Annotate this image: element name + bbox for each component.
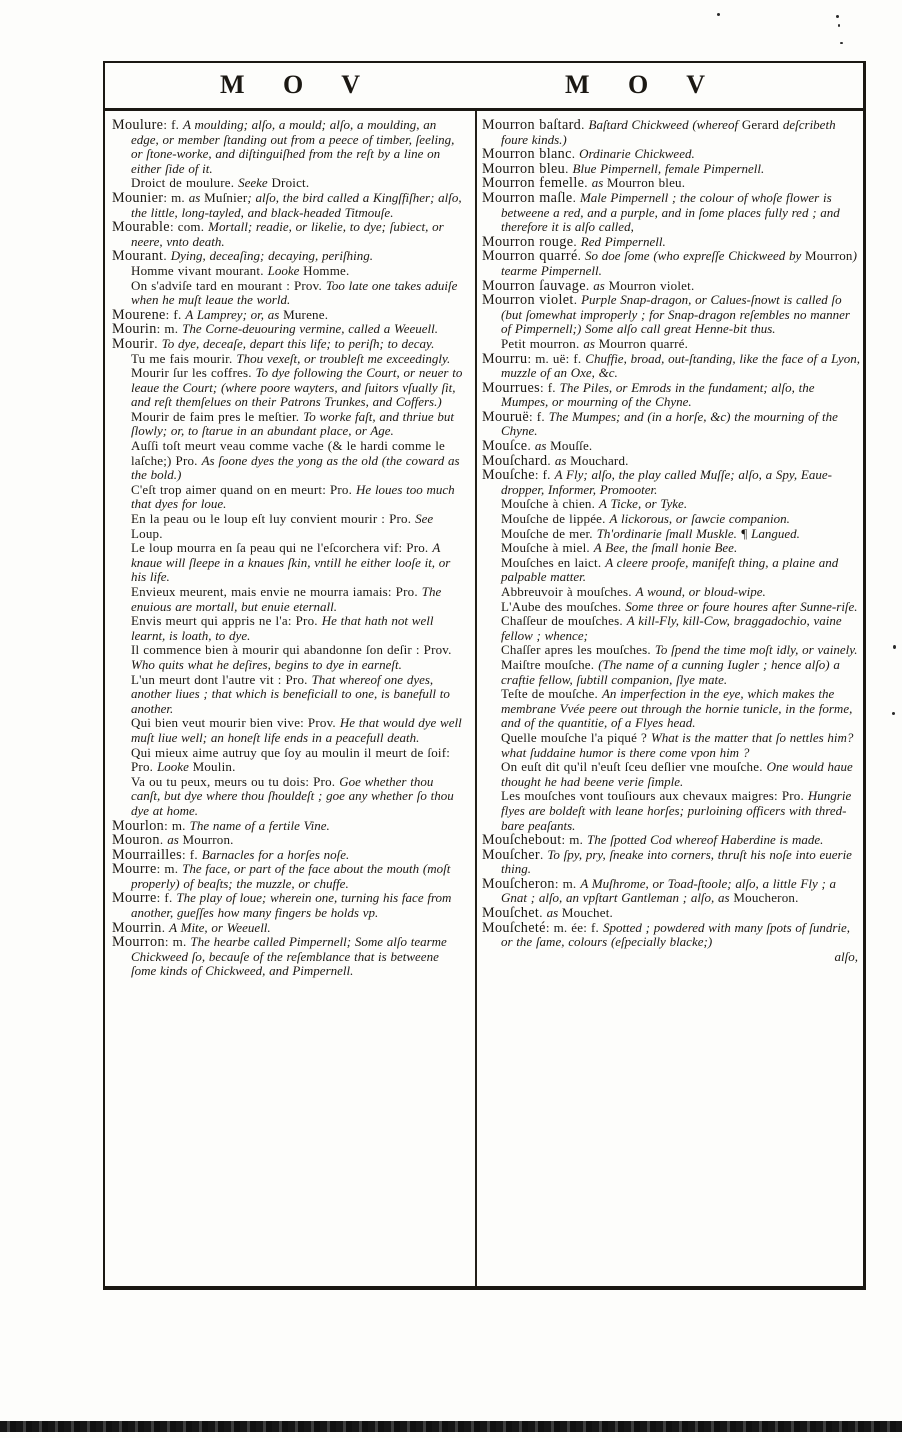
headword: Mouſcher [482,846,540,863]
headword: Mourron maſle [482,189,573,206]
gloss-text: Th'ordinarie ſmall Muskle. ¶ Langued. [596,525,800,541]
phrase-text: : f. [539,379,560,395]
phrase-text: Va ou tu peux, meurs ou tu dois: Pro. [131,773,340,789]
headword: Mourron blanc [482,146,572,163]
dictionary-entry [482,833,862,848]
phrase-text: : f. [156,890,177,906]
phrase-text: . [581,118,589,132]
dictionary-entry [112,337,464,352]
phrase-text: : m. ée: f. [545,919,603,935]
phrase-text: Mourron bleu. [607,175,686,191]
phrase-text: . [573,292,582,308]
phrase-text: Maiſtre mouſche. [501,656,599,672]
gloss-text: Barnacles for a horſes noſe. [201,846,350,862]
gloss-text: Spotted ; powdered with many ſpots of ſundrie, or the ſame, colours (eſpecially blacke;) [501,919,851,950]
dictionary-entry [482,877,862,906]
dictionary-entry [482,921,862,950]
phrase-text: : m. [163,189,189,205]
dictionary-entry [482,352,862,381]
dictionary-entry [482,468,862,497]
dictionary-entry [482,454,862,469]
gloss-text: A cleere proofe, manifeſt thing, a plaine and palpable matter. [501,554,839,585]
phrase-text: L'un meurt dont l'autre vit : Pro. [131,671,312,687]
dictionary-entry [112,673,464,717]
phrase-text: Mouſche de mer. [501,525,597,541]
phrase-text: . [577,248,586,264]
headword: Mouruë [482,408,530,425]
phrase-text: Mourron quarré. [598,335,689,351]
dictionary-entry [482,337,862,352]
phrase-text: : m. [561,832,587,848]
gloss-text: Goe whether thou canſt, but dye where thou ſhouldeſt ; goe any whether ſo thou dye at home. [131,773,454,818]
phrase-text: On euſt dit qu'il n'euſt ſceu deſlier vne mouſche. [501,759,767,775]
phrase-text: Mourron violet. [608,277,695,293]
phrase-text: Chaſſeur de mouſches. [501,613,627,629]
dictionary-entry [482,731,862,760]
gloss-text: Thou vexeſt, or troubleſt me exceedingly. [236,350,451,366]
gloss-text: Some three or foure houres after Sunne-riſe. [625,598,858,614]
gloss-text: He loues too much that dyes for loue. [131,481,455,512]
headword: Mourron femelle [482,175,585,192]
dictionary-entry [112,512,464,541]
dictionary-entry [112,308,464,323]
phrase-text: Mouchard. [570,452,629,468]
gloss-text: The enuious are mortall, but enuie eternall. [131,584,442,614]
gloss-text: A kill-Fly, kill-Cow, braggadochio, vaine fellow ; whence; [501,613,842,643]
phrase-text: : f. [529,408,549,424]
phrase-text: Qui mieux aime autruy que ſoy au moulin il meurt de ſoif: Pro. [131,744,451,775]
dictionary-entry [482,556,862,585]
column-divider-rule [475,111,477,1286]
dictionary-entry [112,279,464,308]
gloss-text: See [415,511,434,527]
phrase-text: Droict. [271,175,310,191]
headword: Mouſche [482,467,535,484]
gloss-text: ; alſo, the bird called a Kingſfiſher; alſo, the little, long-tayled, and black-headed Titmouſe. [131,189,462,220]
gloss-text: deſcribeth foure kinds.) [501,118,836,147]
scan-speck [836,15,839,18]
dictionary-entry [482,687,862,731]
gloss-text: To ſpy, pry, ſneake into corners, thruſt his noſe into euerie thing. [501,846,852,877]
dictionary-entry [112,891,464,920]
phrase-text: Mourron. [182,832,234,848]
phrase-text: Homme vivant mourant. [131,262,268,278]
gloss-text: One would haue thought he had beene verie ſimple. [501,759,853,789]
dictionary-entry [482,658,862,687]
dictionary-entry [482,293,862,337]
phrase-text: Homme. [303,262,350,278]
headword: Mourlon [112,817,165,834]
phrase-text: : m. [554,875,581,891]
headword: Mourron violet [482,292,574,309]
dictionary-entry [482,541,862,556]
dictionary-entry [482,439,862,454]
dictionary-entry [112,410,464,439]
running-head-left: M O V [219,70,377,99]
phrase-text: . [571,146,580,162]
scan-speck [838,24,840,27]
gloss-text: Looke [157,759,193,775]
phrase-text: Tu me fais mourir. [131,350,237,366]
headword: Mounier [112,189,164,206]
phrase-text: . [163,248,171,264]
phrase-text: : com. [169,219,209,235]
headword: Mourable [112,219,170,236]
headword: Mourru [482,350,528,367]
dictionary-entry [482,512,862,527]
gloss-text: as [167,832,183,848]
phrase-text: Envieux meurent, mais envie ne mourra iamais: Pro. [131,584,422,599]
dictionary-entry [482,585,862,600]
gloss-text: Blue Pimpernell, female Pimpernell. [572,160,765,176]
phrase-text: En la peau ou le loup eſt luy convient mourir : Pro. [131,511,416,527]
gloss-text: Male Pimpernell ; the colour of whoſe flower is betweene a red, and a purple, and in ſome places fully red ; and therefore it is alſo called, [501,189,840,235]
dictionary-entry [112,614,464,643]
headword: Mouſce [482,438,528,455]
gloss-text: as [188,189,205,205]
gloss-text: A knaue will ſleepe in a knaues ſkin, vntill he either looſe it, or his life. [131,540,451,585]
gloss-text: To worke faſt, and thriue but ſlowly; or, to ſtarue in an abundant place, or Age. [131,408,455,439]
gloss-text: Baſtard Chickweed (whereof [588,118,742,132]
headword: Mourron bleu [482,160,566,177]
dictionary-column-left [112,118,464,1288]
phrase-text: : m. uë: f. [527,350,586,366]
dictionary-entry [482,235,862,250]
headword: Mourron baſtard [482,118,582,133]
gloss-text: The hearbe called Pimpernell; Some alſo tearme Chickweed ſo, becauſe of the reſemblance that is betweene ſome kinds of Chickweed, and Pimpernell. [131,934,447,979]
phrase-text: . [565,160,573,176]
dictionary-entry [112,191,464,220]
gloss-text: A Lamprey; or, as [185,306,284,322]
scan-speck [717,13,720,16]
gloss-text: To dye following the Court, or neuer to leaue the Court; (where poore wayters, and ſuitors vſually ſit, and reſt themſelues on their Patrons Trunkes, and Coffers.) [131,365,463,410]
phrase-text: : m. [164,817,190,833]
phrase-text: : m. [156,321,183,337]
gloss-text: as [546,905,562,921]
gloss-text: An imperfection in the eye, which makes the membrane Vvée peere out through the hornie tunicle, in the forme, and of the quantitie, of a Flyes head. [501,686,853,731]
gloss-text: The Corne-deuouring vermine, called a Weeuell. [182,321,438,337]
dictionary-entry [112,775,464,819]
scan-edge-artifact [0,1421,902,1432]
phrase-text: : f. [165,306,186,322]
dictionary-entry [112,921,464,936]
headword: Mourir [112,335,155,352]
headword: Mouron [112,832,160,849]
dictionary-entry [482,527,862,542]
dictionary-entry [112,366,464,410]
phrase-text: . [572,189,580,205]
gloss-text: To ſpend the time moſt idly, or vainely. [654,642,858,658]
headword: Mourron quarré [482,248,578,265]
dictionary-entry [482,643,862,658]
headword: Mouſchard [482,452,548,469]
gloss-text: Red Pimpernell. [580,233,666,249]
headword: Mouſchebout [482,832,562,849]
dictionary-entry [482,162,862,177]
gloss-text: The ſpotted Cod whereof Haberdine is made. [587,832,824,848]
headword: Mourron rouge [482,233,574,250]
gloss-text: A Muſhrome, or Toad-ſtoole; alſo, a little Fly ; a Gnat ; alſo, an vpſtart Gantleman ; alſo, as [501,875,837,906]
gloss-text: A Fly; alſo, the play called Muſſe; alſo, a Spy, Eaue-dropper, Informer, Promooter. [501,467,832,497]
gloss-text: as [593,277,609,293]
phrase-text: Mouſſe. [550,438,593,454]
phrase-text: Petit mourron. [501,335,584,351]
running-head-right: M O V [564,70,722,99]
phrase-text: . [539,846,548,862]
headword: Mourre [112,890,157,907]
phrase-text: Envis meurt qui appris ne l'a: Pro. [131,613,322,629]
dictionary-entry [482,614,862,643]
phrase-text: Quelle mouſche l'a piqué ? [501,729,651,745]
phrase-text: . [154,335,162,351]
dictionary-entry [112,643,464,672]
dictionary-entry [112,935,464,979]
phrase-text: . [161,919,170,935]
gloss-text: A Mite, or Weeuell. [169,919,271,935]
gloss-text: What is the matter that ſo nettles him? what ſuddaine humor is there come vpon him ? [501,729,854,760]
phrase-text: Mouſche à miel. [501,540,594,556]
phrase-text: . [584,175,592,191]
headword: Mourant [112,248,164,265]
dictionary-entry [482,410,862,439]
gloss-text: Hungrie flyes are boldeſt with leane horſes; purloining officers with thred-bare peaſants. [501,788,852,833]
gloss-text: He that would dye well muſt liue well; an honeſt life ends in a peacefull death. [131,715,462,745]
gloss-text: ) tearme Pimpernell. [501,248,857,278]
scan-speck [893,645,896,649]
gloss-text: The play of loue; wherein one, turning his face from another, gueſſes how many fingers be holds vp. [131,890,452,921]
gloss-text: The name of a fertile Vine. [189,817,330,833]
dictionary-entry [482,381,862,410]
page-frame-border [103,61,866,1290]
headword: Moulure [112,118,164,133]
gloss-text: Looke [267,262,304,278]
dictionary-entry [482,789,862,833]
dictionary-entry [112,862,464,891]
gloss-text: That whereof one dyes, another liues ; that which is beneficiall to one, is banefull to another. [131,671,450,716]
phrase-text: Chaſſer apres les mouſches. [501,642,655,658]
gloss-text: (The name of a cunning Iugler ; hence alſo) a craftie fellow, ſubtill companion, ſlye mate. [501,656,840,687]
gloss-text: Mortall; readie, or likelie, to dye; ſubiect, or neere, vnto death. [131,219,444,249]
headword: Mourrailles [112,846,183,863]
phrase-text: Loup. [131,525,163,541]
dictionary-entry [112,541,464,585]
dictionary-entry [482,118,862,147]
dictionary-entry [112,249,464,264]
dictionary-entry [482,191,862,235]
dictionary-entry [112,264,464,279]
phrase-text: Murene. [283,306,329,322]
phrase-text: Mouſche de lippée. [501,511,610,527]
gloss-text: A moulding; alſo, a mould; alſo, a moulding, an edge, or member ſtanding out from a peece of timber, ſeeling, or ſtone-worke, and diſtinguiſhed from the reſt by a line on either ſide of it. [131,118,455,176]
headword: Mourene [112,306,166,323]
phrase-text: Droict de moulure. [131,175,239,191]
dictionary-entry [112,220,464,249]
dictionary-entry [112,439,464,483]
dictionary-entry [112,848,464,863]
scan-speck [892,712,895,715]
gloss-text: Chuffie, broad, out-ſtanding, like the face of a Lyon, muzzle of an Oxe, &c. [501,350,860,381]
phrase-text: Mourir de faim pres le meſtier. [131,408,304,424]
phrase-text: . [573,233,581,249]
phrase-text: Mouchet. [561,905,613,921]
headword: Mourron ſauvage [482,277,586,294]
phrase-text: : f. [534,467,555,483]
gloss-text: Ordinarie Chickweed. [579,146,695,162]
phrase-text: C'eſt trop aimer quand on en meurt: Pro. [131,481,357,497]
gloss-text: A Bee, the ſmall honie Bee. [593,540,738,556]
dictionary-entry [112,746,464,775]
headword: Mourrues [482,379,540,396]
gloss-text: as [591,175,607,191]
phrase-text: On s'adviſe tard en mourant : Prov. [131,277,326,293]
phrase-text: Il commence bien à mourir qui abandonne ſon deſir : Prov. [131,642,452,658]
gloss-text: as [534,438,551,454]
dictionary-entry [482,906,862,921]
headword: Mouſchet [482,905,540,922]
header-rule [103,108,866,111]
gloss-text: Too late one takes aduiſe when he muſt leaue the world. [131,277,458,308]
catchword: alſo, [834,948,858,964]
phrase-text: : f. [182,846,202,862]
dictionary-entry [112,833,464,848]
phrase-text: . [159,832,168,848]
dictionary-entry [112,819,464,834]
dictionary-entry [482,147,862,162]
phrase-text: Muſnier [204,189,248,205]
dictionary-entry [482,176,862,191]
dictionary-entry [482,600,862,615]
phrase-text: Qui bien veut mourir bien vive: Prov. [131,715,340,731]
dictionary-entry [482,848,862,877]
headword: Mourrin [112,919,162,936]
gloss-text: To dye, deceaſe, depart this life; to periſh; to decay. [161,335,435,351]
scan-speck [840,42,843,44]
phrase-text: . [547,452,555,468]
gloss-text: As ſoone dyes the yong as the old (the coward as the bold.) [131,452,460,483]
gloss-text: as [554,452,571,468]
dictionary-entry [112,322,464,337]
phrase-text: Teſte de mouſche. [501,686,602,702]
phrase-text: . [539,905,547,921]
phrase-text: : f. [163,118,184,132]
dictionary-entry [112,118,464,176]
phrase-text: Moulin. [192,759,236,775]
gloss-text: Who quits what he deſires, begins to dye in earneſt. [131,656,402,672]
gloss-text: He that hath not well learnt, is loath, to dye. [131,613,434,643]
dictionary-entry [482,760,862,789]
gloss-text: as [583,335,599,351]
dictionary-entry [482,279,862,294]
gloss-text: The Mumpes; and (in a horſe, &c) the mourning of the Chyne. [501,408,838,439]
phrase-text: Gerard [741,118,780,132]
phrase-text: Abbreuvoir à mouſches. [501,584,636,599]
phrase-text: L'Aube des mouſches. [501,598,626,614]
dictionary-entry [482,249,862,278]
gloss-text: So doe ſome (who expreſſe Chickweed by [585,248,806,264]
gloss-text: Seeke [238,175,272,191]
phrase-text: Mourron [805,248,853,264]
gloss-text: Purple Snap-dragon, or Calues-ſnowt is called ſo (but ſomewhat improperly ; for Snap-dragon reſembles no manner of Pimpernell;) Some alſo call great Henne-bit thus. [501,292,850,337]
phrase-text: . [585,277,594,293]
phrase-text: Le loup mourra en ſa peau qui ne l'eſcorchera vif: Pro. [131,540,433,556]
gloss-text: Dying, deceaſing; decaying, periſhing. [170,248,373,264]
dictionary-entry [112,483,464,512]
dictionary-column-right [482,118,862,1288]
phrase-text: Mourir ſur les coffres. [131,365,256,381]
gloss-text: A wound, or bloud-wipe. [635,584,766,599]
phrase-text: Auſſi toſt meurt veau comme vache (& le hardi comme le laſche;) Pro. [131,438,445,468]
phrase-text: Mouſches en laict. [501,554,606,570]
phrase-text: : m. [164,934,191,950]
gloss-text: A Ticke, or Tyke. [599,496,688,512]
phrase-text: : m. [156,861,183,877]
dictionary-entry [112,585,464,614]
gloss-text: A lickorous, or ſawcie companion. [609,511,790,527]
dictionary-entry [482,497,862,512]
headword: Mouſcheté [482,919,546,936]
headword: Mourin [112,321,157,338]
headword: Mourron [112,934,165,951]
dictionary-entry [112,716,464,745]
phrase-text: Les mouſches vont touſiours aux chevaux maigres: Pro. [501,788,808,804]
gloss-text: The Piles, or Emrods in the fundament; alſo, the Mumpes, or mourning of the Chyne. [501,379,815,410]
dictionary-entry [112,352,464,367]
headword: Mouſcheron [482,875,555,892]
gloss-text: The face, or part of the face about the mouth (moſt properly) of beaſts; the muzzle, or chuffe. [131,861,451,891]
phrase-text: . [527,438,535,454]
phrase-text: Moucheron. [733,890,799,906]
headword: Mourre [112,861,157,878]
phrase-text: Mouſche à chien. [501,496,600,512]
dictionary-entry [112,176,464,191]
